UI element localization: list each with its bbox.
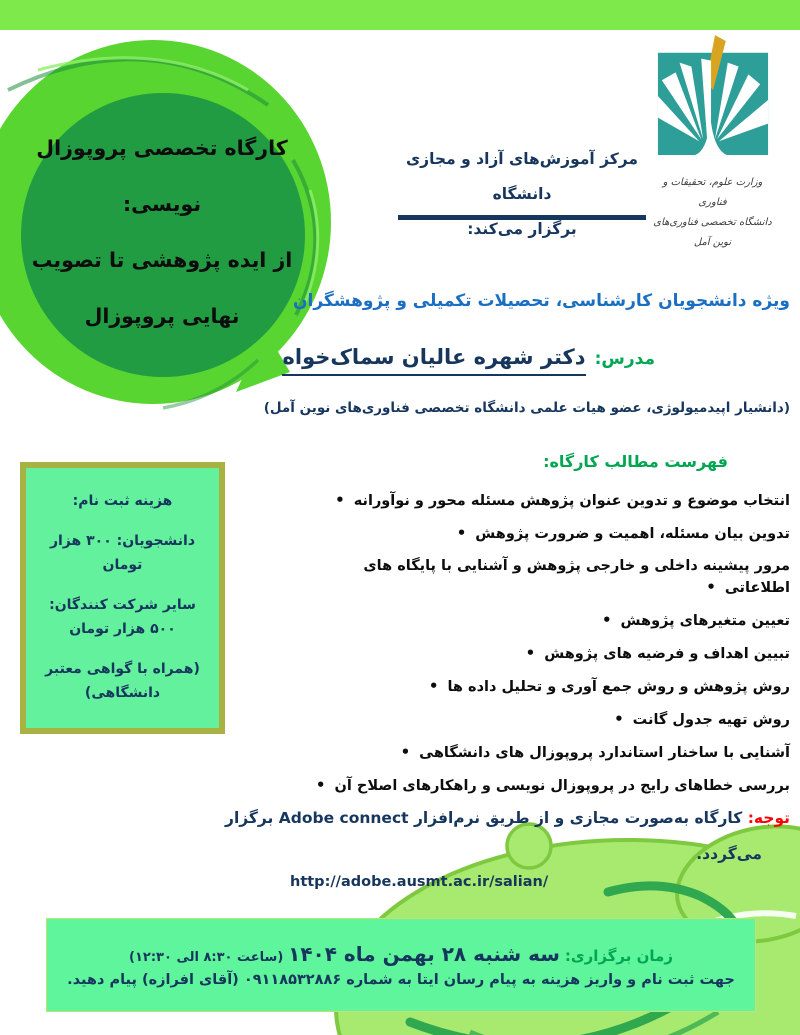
registration-instruction: جهت ثبت نام و واریز هزینه به پیام رسان ایتا به شماره ۰۹۱۱۸۵۳۲۸۸۶ (آقای افرازه) پیام دهید.	[67, 972, 735, 988]
workshop-title-line: کارگاه تخصصی پروپوزال	[36, 136, 288, 160]
schedule-date: سه شنبه ۲۸ بهمن ماه ۱۴۰۴	[288, 942, 560, 966]
note-tail: می‌گردد.	[696, 845, 762, 863]
list-item: انتخاب موضوع و تدوین عنوان پژوهش مسئله محور و نوآورانه •	[308, 490, 790, 512]
organizer-line2: برگزار می‌کند:	[467, 220, 577, 238]
list-item: آشنایی با ساخنار استاندارد پروپوزال های دانشگاهی •	[308, 742, 790, 764]
university-logo-icon	[654, 33, 772, 163]
contents-list	[308, 490, 790, 808]
instructor-line	[282, 345, 655, 369]
list-item: بررسی خطاهای رایج در پروپوزال نویسی و راهکارهای اصلاح آن •	[308, 775, 790, 797]
instructor-affiliation: (دانشیار اپیدمیولوژی، عضو هیات علمی دانشگاه تخصصی فناوری‌های نوین آمل)	[263, 400, 790, 416]
audience-line: ویژه دانشجویان کارشناسی، تحصیلات تکمیلی و پژوهشگران	[292, 291, 790, 311]
contents-heading: فهرست مطالب کارگاه:	[543, 452, 728, 471]
workshop-title-line: نهایی پروپوزال	[84, 304, 240, 328]
note-software-name: Adobe connect	[278, 809, 409, 827]
fees-panel	[20, 462, 225, 734]
divider-rule	[398, 215, 646, 220]
instructor-label: مدرس:	[594, 349, 655, 369]
note-paragraph	[225, 800, 790, 872]
schedule-time: (ساعت ۸:۳۰ الی ۱۲:۳۰)	[129, 950, 284, 965]
fees-students: دانشجویان: ۳۰۰ هزار تومان	[49, 533, 196, 574]
list-item: روش پژوهش و روش جمع آوری و تحلیل داده ها •	[308, 676, 790, 698]
list-item: مرور پیشینه داخلی و خارجی پژوهش و آشنایی با پایگاه های اطلاعاتی •	[308, 556, 790, 599]
workshop-title-line: نویسی:	[122, 192, 202, 216]
schedule-line	[47, 942, 755, 966]
list-item: روش تهیه جدول گانت •	[308, 709, 790, 731]
fees-others: سایر شرکت کنندگان: ۵۰۰ هزار تومان	[49, 597, 196, 638]
ministry-caption: وزارت علوم، تحقیقات و فناوری	[662, 177, 763, 208]
instructor-name: دکتر شهره عالیان سماک‌خواه	[282, 345, 585, 376]
note-text-after: برگزار	[225, 809, 274, 827]
note-text-before: کارگاه به‌صورت مجازی و از طریق نرم‌افزار	[413, 809, 743, 827]
workshop-title	[2, 120, 322, 344]
fees-certificate: (همراه با گواهی معتبر دانشگاهی)	[45, 661, 200, 701]
note-label: توجه:	[747, 809, 790, 827]
organizer-line1: مرکز آموزش‌های آزاد و مجازی دانشگاه	[405, 150, 639, 203]
organizer-text	[393, 142, 651, 247]
list-item: تبیین اهداف و فرضیه های پژوهش •	[308, 643, 790, 665]
schedule-label: زمان برگزاری:	[564, 947, 673, 965]
university-logo	[650, 33, 775, 253]
workshop-title-line: از ایده پژوهشی تا تصویب	[31, 248, 293, 272]
fees-heading: هزینه ثبت نام:	[72, 493, 173, 510]
schedule-banner	[46, 918, 756, 1012]
university-caption: دانشگاه تخصصی فناوری‌های نوین آمل	[653, 217, 772, 248]
top-green-bar	[0, 0, 800, 30]
registration-url[interactable]: http://adobe.ausmt.ac.ir/salian/	[290, 874, 549, 890]
list-item: تدوین بیان مسئله، اهمیت و ضرورت پژوهش •	[308, 523, 790, 545]
list-item: تعیین متغیرهای پژوهش •	[308, 610, 790, 632]
